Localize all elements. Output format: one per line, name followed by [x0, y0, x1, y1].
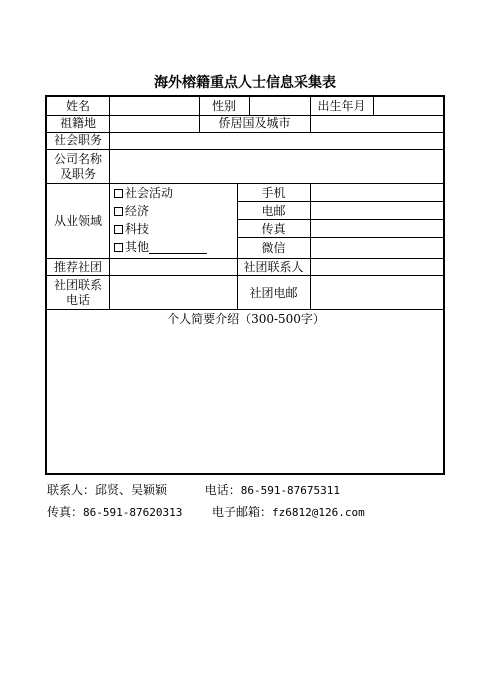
- contact-names: 邱贤、吴颖颖: [95, 483, 168, 497]
- contact-label: 联系人：: [47, 483, 96, 497]
- org-contact-field[interactable]: [311, 258, 445, 275]
- company-label-line2: 及职务: [59, 167, 96, 181]
- email-field[interactable]: [311, 201, 445, 219]
- option-other[interactable]: 其他: [114, 240, 207, 254]
- birth-field[interactable]: [374, 97, 445, 115]
- name-label: 姓名: [65, 99, 90, 113]
- org-phone-label-line1: 社团联系: [53, 278, 102, 292]
- org-contact-label: 社团联系人: [243, 260, 304, 274]
- checkbox-icon[interactable]: [114, 189, 123, 198]
- org-email-label: 社团电邮: [249, 286, 298, 300]
- org-email-field[interactable]: [311, 275, 445, 309]
- email-value: fz6812@126.com: [272, 506, 365, 519]
- field-label: 从业领域: [53, 214, 102, 228]
- org-phone-field[interactable]: [110, 275, 237, 309]
- org-phone-label-line2: 电话: [65, 293, 90, 307]
- fax-value: 86-591-87620313: [83, 506, 183, 519]
- wechat-field[interactable]: [311, 237, 445, 258]
- checkbox-icon[interactable]: [114, 207, 123, 216]
- footer-fax-line: [47, 503, 365, 520]
- phone-label: 电话：: [204, 483, 241, 497]
- other-underline-field[interactable]: [149, 242, 207, 254]
- company-label-line1: 公司名称: [53, 152, 102, 166]
- hometown-label: 祖籍地: [59, 116, 96, 130]
- hometown-field[interactable]: [110, 115, 199, 132]
- company-field[interactable]: [110, 149, 445, 183]
- phone-value: 86-591-87675311: [240, 484, 341, 497]
- fax-label: 传真: [261, 222, 286, 236]
- intro-textarea[interactable]: [47, 327, 445, 473]
- residence-label: 侨居国及城市: [218, 116, 291, 130]
- social-post-label: 社会职务: [53, 133, 102, 147]
- gender-field[interactable]: [250, 97, 310, 115]
- org-field[interactable]: [110, 258, 237, 275]
- fax-label-footer: 传真：: [47, 505, 84, 519]
- footer-contact-line: [47, 481, 340, 498]
- checkbox-icon[interactable]: [114, 243, 123, 252]
- org-label: 推荐社团: [53, 260, 102, 274]
- name-field[interactable]: [110, 97, 199, 115]
- mobile-label: 手机: [261, 186, 286, 200]
- form-title: 海外榕籍重点人士信息采集表: [154, 75, 336, 91]
- checkbox-icon[interactable]: [114, 225, 123, 234]
- fax-field[interactable]: [311, 219, 445, 237]
- mobile-field[interactable]: [311, 183, 445, 201]
- gender-label: 性别: [211, 99, 236, 113]
- option-technology[interactable]: 科技: [114, 222, 149, 236]
- intro-label: 个人简要介绍（300-500字）: [167, 312, 325, 326]
- wechat-label: 微信: [261, 241, 286, 255]
- row-divider: [47, 309, 445, 310]
- email-label: 电邮: [261, 204, 286, 218]
- option-economy[interactable]: 经济: [114, 204, 149, 218]
- social-post-field[interactable]: [110, 132, 445, 149]
- residence-field[interactable]: [311, 115, 445, 132]
- birth-label: 出生年月: [317, 99, 366, 113]
- info-form-table: [45, 95, 445, 475]
- option-social-activity[interactable]: 社会活动: [114, 186, 173, 200]
- email-label-footer: 电子邮箱：: [212, 505, 273, 519]
